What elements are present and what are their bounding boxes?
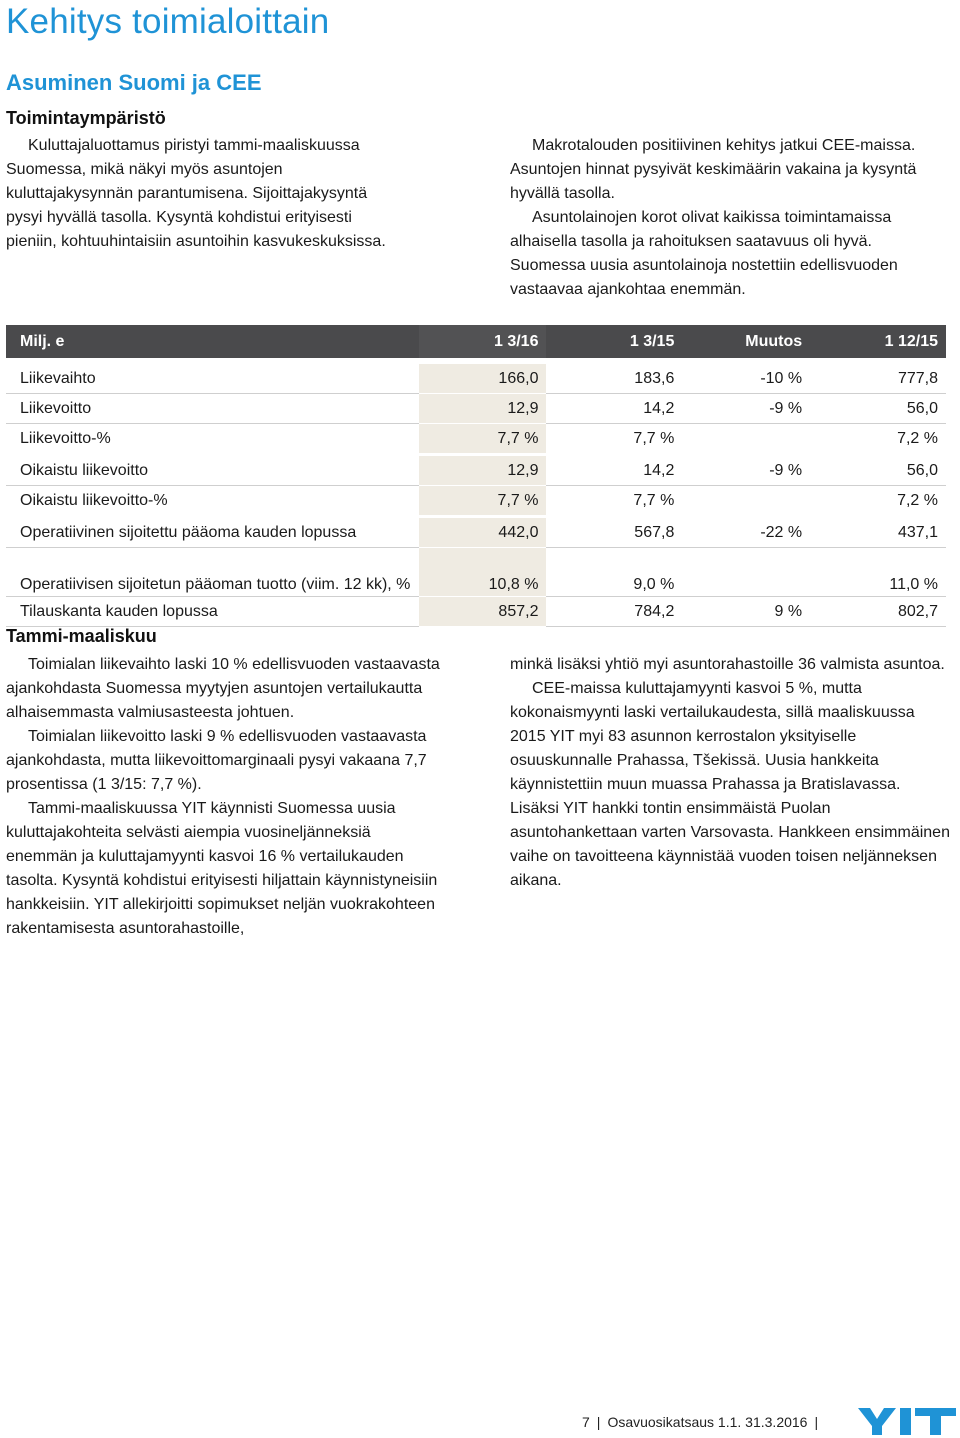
table-row [6, 548, 946, 597]
environment-left-paragraph: Kuluttajaluottamus piristyi tammi-maaliskuussa Suomessa, mikä näkyi myös asuntojen kuluttajakysynnän parantumisena. Sijoittajakysyntä pysyi hyvällä tasolla. Kysyntä kohdistui erityisesti pieniin, kohtuuhintaisiin asuntoihin kasvukeskuksissa. [6, 137, 386, 250]
quarter-right-text [510, 653, 950, 893]
cell-full-year: 777,8 [810, 364, 946, 394]
quarter-left-paragraph-1: Toimialan liikevaihto laski 10 % edellisvuoden vastaavasta ajankohdasta Suomessa myytyjen asuntojen vertailukautta alhaisemmasta valmiusasteesta johtuen. [6, 656, 440, 721]
cell-change: 9 % [682, 597, 810, 627]
cell-current: 442,0 [419, 517, 547, 548]
quarter-left-text [6, 653, 442, 941]
cell-previous: 7,7 % [546, 486, 682, 517]
cell-previous: 14,2 [546, 455, 682, 486]
environment-left-text [6, 134, 396, 254]
table-row [6, 517, 946, 548]
page-title: Kehitys toimialoittain [6, 2, 330, 41]
header-current-period: 1 3/16 [419, 325, 547, 358]
cell-current: 7,7 % [419, 424, 547, 455]
cell-change: -9 % [682, 394, 810, 424]
cell-current: 12,9 [419, 455, 547, 486]
cell-previous: 14,2 [546, 394, 682, 424]
header-previous-period: 1 3/15 [546, 325, 682, 358]
table-row [6, 486, 946, 517]
cell-change: -10 % [682, 364, 810, 394]
table-row [6, 455, 946, 486]
cell-full-year: 7,2 % [810, 424, 946, 455]
table-row [6, 394, 946, 424]
quarter-left-paragraph-3: Tammi-maaliskuussa YIT käynnisti Suomessa uusia kuluttajakohteita selvästi aiempia vuosineljänneksiä enemmän ja kuluttajamyynti kasvoi 16 % vertailukauden tasolta. Kysyntä kohdistui erityisesti hiljattain käynnistyneisiin hankkeisiin. YIT allekirjoitti sopimukset neljän vuokrakohteen rakentamisesta asuntorahastoille, [6, 800, 438, 937]
cell-current: 857,2 [419, 597, 547, 627]
yit-logo-mark [858, 1408, 956, 1435]
quarter-right-paragraph-1: minkä lisäksi yhtiö myi asuntorahastoille 36 valmista asuntoa. [510, 656, 945, 673]
cell-current: 12,9 [419, 394, 547, 424]
cell-full-year: 437,1 [810, 517, 946, 548]
quarter-left-paragraph-2: Toimialan liikevoitto laski 9 % edellisvuoden vastaavasta ajankohdasta, mutta liikevoittomarginaali pysyi vakaana 7,7 prosentissa (1 3/15: 7,7 %). [6, 728, 427, 793]
page-number: 7 [582, 1414, 590, 1430]
row-label: Operatiivisen sijoitetun pääoman tuotto (viim. 12 kk), % [6, 548, 419, 597]
footer-separator: | [814, 1414, 819, 1430]
cell-full-year: 56,0 [810, 394, 946, 424]
row-label: Operatiivinen sijoitettu pääoma kauden lopussa [6, 517, 419, 548]
section-title: Asuminen Suomi ja CEE [6, 70, 262, 95]
yit-logo [858, 1406, 956, 1436]
header-unit: Milj. e [6, 325, 419, 358]
cell-current: 166,0 [419, 364, 547, 394]
footer-separator: | [596, 1414, 601, 1430]
row-label: Liikevoitto [6, 394, 419, 424]
cell-change: -22 % [682, 517, 810, 548]
header-full-year: 1 12/15 [810, 325, 946, 358]
cell-current: 7,7 % [419, 486, 547, 517]
environment-right-paragraph-1: Makrotalouden positiivinen kehitys jatkui CEE-maissa. Asuntojen hinnat pysyivät keskimäärin vakaina ja kysyntä hyvällä tasolla. [510, 137, 917, 202]
environment-right-text [510, 134, 950, 302]
cell-current: 10,8 % [419, 548, 547, 597]
cell-change [682, 486, 810, 517]
cell-previous: 7,7 % [546, 424, 682, 455]
table-row [6, 364, 946, 394]
header-change: Muutos [682, 325, 810, 358]
cell-change [682, 424, 810, 455]
cell-full-year: 7,2 % [810, 486, 946, 517]
cell-change: -9 % [682, 455, 810, 486]
cell-full-year: 56,0 [810, 455, 946, 486]
cell-full-year: 802,7 [810, 597, 946, 627]
table-row [6, 424, 946, 455]
cell-previous: 9,0 % [546, 548, 682, 597]
quarter-right-paragraph-2: CEE-maissa kuluttajamyynti kasvoi 5 %, mutta kokonaismyynti laski vertailukaudesta, sillä maaliskuussa 2015 YIT myi 83 asunnon kerrostalon yksityiselle osuuskunnalle Prahassa, Tšekissä. Uusia hankkeita käynnistettiin muun muassa Prahassa ja Bratislavassa. Lisäksi YIT hankki tontin ensimmäistä Puolan asuntohankettaan varten Varsovasta. Hankkeen ensimmäinen vaihe on tavoitteena käynnistää vuoden toisen neljänneksen aikana. [510, 680, 950, 889]
environment-right-paragraph-2: Asuntolainojen korot olivat kaikissa toimintamaissa alhaisella tasolla ja rahoituksen saatavuus oli hyvä. Suomessa uusia asuntolainoja nostettiin edellisvuoden vastaavaa ajankohtaa enemmän. [510, 209, 898, 298]
cell-full-year: 11,0 % [810, 548, 946, 597]
cell-previous: 567,8 [546, 517, 682, 548]
table-row [6, 597, 946, 627]
cell-change [682, 548, 810, 597]
quarter-heading: Tammi-maaliskuu [6, 626, 157, 646]
cell-previous: 183,6 [546, 364, 682, 394]
kpi-table [6, 325, 946, 627]
table-header-row [6, 325, 946, 358]
environment-heading: Toimintaympäristö [6, 108, 166, 128]
row-label: Liikevaihto [6, 364, 419, 394]
page-footer [582, 1414, 825, 1430]
cell-previous: 784,2 [546, 597, 682, 627]
row-label: Oikaistu liikevoitto [6, 455, 419, 486]
footer-doc-title: Osavuosikatsaus 1.1. 31.3.2016 [607, 1414, 808, 1430]
row-label: Tilauskanta kauden lopussa [6, 597, 419, 627]
row-label: Liikevoitto-% [6, 424, 419, 455]
row-label: Oikaistu liikevoitto-% [6, 486, 419, 517]
